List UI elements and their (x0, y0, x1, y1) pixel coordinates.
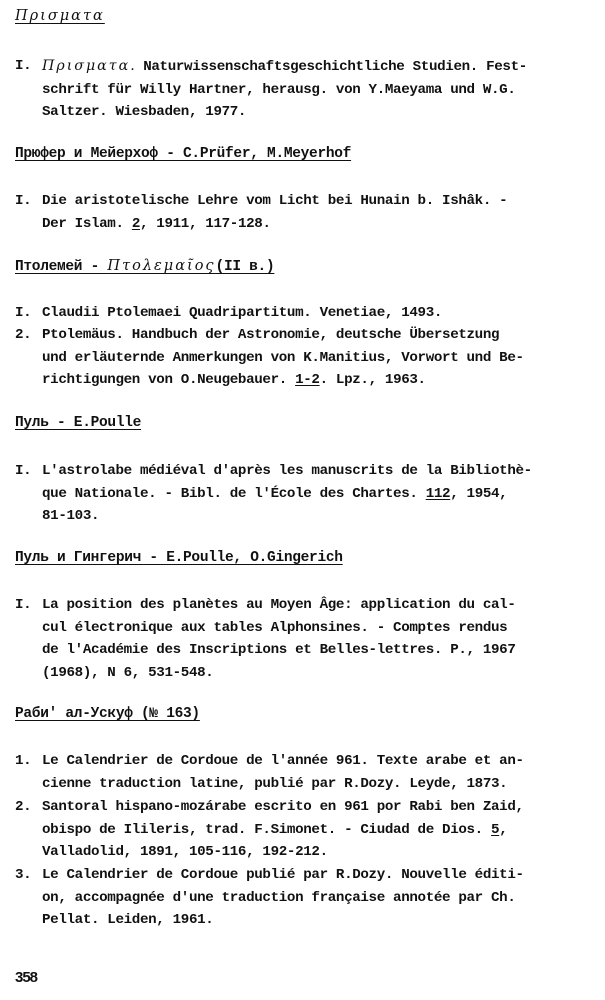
entry-number: I. (15, 463, 32, 479)
entry-line: (1968), N 6, 531-548. (42, 665, 214, 682)
entry-number: 1. (15, 753, 32, 769)
bib-entry (15, 864, 590, 932)
entry-number: 2. (15, 327, 32, 343)
entry-number: 3. (15, 867, 32, 883)
greek-title: Πρισματα. (42, 58, 144, 74)
entry-line: Le Calendrier de Cordoue publié par R.Dozy. Nouvelle éditi- (42, 867, 524, 883)
entry-line: cienne traduction latine, publié par R.Dozy. Leyde, 1873. (42, 775, 508, 792)
entry-line: 81-103. (42, 508, 100, 525)
entry-line: Santoral hispano-mozárabe escrito en 961 por Rabi ben Zaid, (42, 799, 524, 815)
entry-line: Der Islam. 2, 1911, 117-128. (42, 215, 271, 232)
section-heading-ptolemy: Птолемей - Πτολεμαῖος(II в.) (15, 258, 275, 275)
volume-number: 1-2 (295, 372, 320, 389)
bib-entry (15, 460, 590, 528)
section-heading-poulle-gingerich: Пуль и Гингерич - E.Poulle, O.Gingerich (15, 550, 343, 566)
bib-entry (15, 324, 590, 392)
entry-line: und erläuternde Anmerkungen von K.Manitius, Vorwort und Be- (42, 349, 524, 366)
entry-line: on, accompagnée d'une traduction française annotée par Ch. (42, 889, 516, 906)
entry-line: Πρισματα. Naturwissenschaftsgeschichtliche Studien. Fest- (42, 58, 527, 75)
bib-entry (15, 594, 590, 685)
entry-number: I. (15, 305, 32, 321)
bib-entry (15, 190, 590, 235)
bib-entry (15, 302, 590, 325)
section-heading-prufer-meyerhof: Прюфер и Мейерхоф - C.Prüfer, M.Meyerhof (15, 146, 352, 162)
entry-line: cul électronique aux tables Alphonsines. - Comptes rendus (42, 619, 508, 636)
entry-number: 2. (15, 799, 32, 815)
entry-line: que Nationale. - Bibl. de l'École des Chartes. 112, 1954, (42, 485, 508, 502)
entry-number: I. (15, 58, 32, 74)
entry-line: schrift für Willy Hartner, herausg. von Y.Maeyama und W.G. (42, 81, 516, 98)
entry-line: Ptolemäus. Handbuch der Astronomie, deutsche Übersetzung (42, 327, 500, 343)
bib-entry (15, 796, 590, 864)
entry-line: La position des planètes au Moyen Âge: application du cal- (42, 597, 516, 613)
greek-name: Πτολεμαῖος (107, 258, 216, 274)
volume-number: 112 (425, 485, 451, 502)
entry-line: Saltzer. Wiesbaden, 1977. (42, 104, 247, 121)
section-heading-poulle: Пуль - E.Poulle (15, 415, 142, 431)
entry-number: I. (15, 597, 32, 613)
entry-line: de l'Académie des Inscriptions et Belles-lettres. P., 1967 (42, 642, 516, 659)
entry-line: Claudii Ptolemaei Quadripartitum. Venetiae, 1493. (42, 305, 443, 321)
page-number: 358 (15, 969, 38, 986)
volume-number: 2 (131, 215, 140, 232)
entry-line: richtigungen von O.Neugebauer. 1-2. Lpz., 1963. (42, 372, 426, 389)
entry-number: I. (15, 193, 32, 209)
entry-line: obispo de Ilileris, trad. F.Simonet. - Ciudad de Dios. 5, (42, 821, 508, 838)
entry-line: Le Calendrier de Cordoue de l'année 961. Texte arabe et an- (42, 753, 524, 769)
entry-line: L'astrolabe médiéval d'après les manuscrits de la Bibliothè- (42, 463, 532, 479)
entry-line: Pellat. Leiden, 1961. (42, 912, 214, 929)
section-heading-rabi-al-uskuf: Раби' ал-Ускуф (№ 163) (15, 706, 200, 722)
section-heading-prismata: Πρισματα (15, 8, 105, 24)
entry-line: Valladolid, 1891, 105-116, 192-212. (42, 844, 328, 861)
entry-line: Die aristotelische Lehre vom Licht bei Hunain b. Ishâk. - (42, 193, 508, 209)
volume-number: 5 (491, 821, 500, 838)
bib-entry (15, 750, 590, 795)
bib-entry (15, 55, 590, 124)
